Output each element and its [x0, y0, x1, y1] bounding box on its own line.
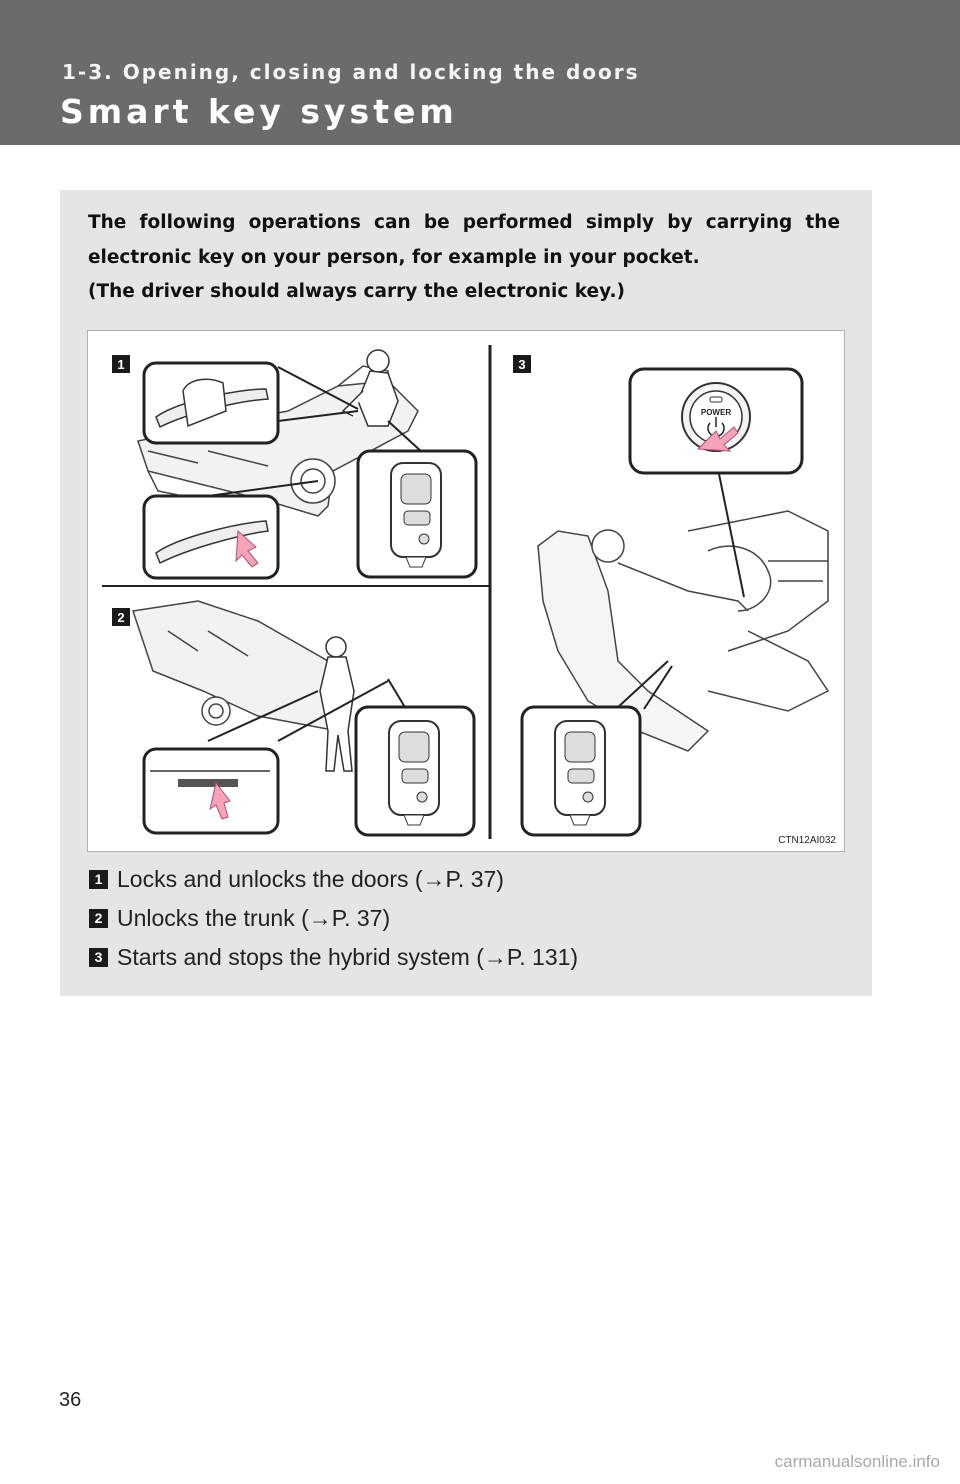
svg-text:POWER: POWER [700, 408, 732, 417]
content-box [60, 190, 872, 996]
car-rear-drawing [133, 601, 353, 731]
panel-badge-1 [112, 355, 130, 373]
caption-2 [89, 905, 390, 932]
intro-paragraph: The following operations can be performed simply by carrying the electronic key on your person, for example in your pocket. [88, 212, 840, 268]
svg-text:3: 3 [518, 357, 526, 372]
caption-badge: 1 [89, 870, 108, 889]
intro-note: (The driver should always carry the electronic key.) [88, 281, 625, 302]
page-number: 36 [59, 1389, 82, 1411]
caption-text: Locks and unlocks the doors (→P. 37) [117, 866, 504, 892]
caption-3 [89, 944, 578, 971]
page-header [0, 0, 960, 145]
smart-key-illustration [88, 331, 844, 851]
person-at-trunk [320, 637, 354, 771]
page-title: Smart key system [60, 92, 458, 131]
watermark: carmanualsonline.info [774, 1452, 940, 1471]
caption-text: Unlocks the trunk (→P. 37) [117, 905, 391, 931]
panel-badge-3 [513, 355, 531, 373]
caption-badge: 2 [89, 909, 108, 928]
intro-text [88, 206, 840, 310]
figure-code: CTN12AI032 [778, 835, 836, 846]
svg-text:2: 2 [117, 610, 125, 625]
power-button-callout [630, 369, 802, 597]
illustration [87, 330, 845, 852]
svg-text:1: 1 [117, 357, 125, 372]
caption-text: Starts and stops the hybrid system (→P. 131) [117, 944, 579, 970]
caption-badge: 3 [89, 948, 108, 967]
key-fob-callout-2 [356, 679, 474, 835]
section-heading: 1-3. Opening, closing and locking the doors [62, 60, 640, 84]
caption-1 [89, 866, 504, 893]
panel-badge-2 [112, 608, 130, 626]
